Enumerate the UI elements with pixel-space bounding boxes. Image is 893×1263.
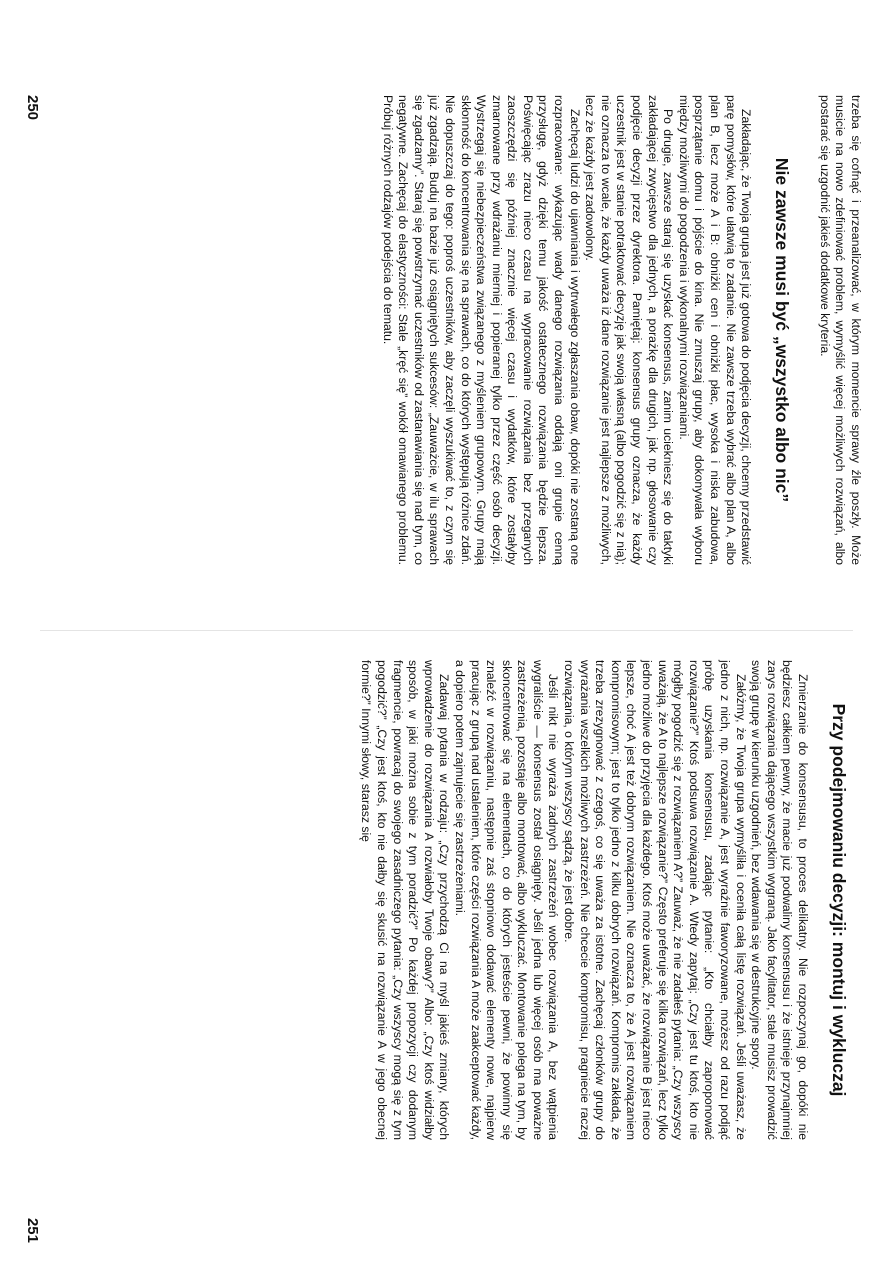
left-page-heading: Nie zawsze musi być „wszystko albo nic” [772,157,793,503]
right-paragraph: Zadawaj pytania w rodzaju: „Czy przychodzą Ci na myśl jakieś zmiany, których wprowadzenie do rozwiązania A rozwiałoby Twoje obawy?” Albo: „Czy ktoś widziałby sposób, w jaki można sobie z tym poradzić?” Po każdej propozycji czy dodanym fragmencie, powracaj do swojego zasadniczego pytania: „Czy wszyscy mogą się z tym pogodzić?” „Czy jest ktoś, kto nie dałby się skusić na rozwiązanie A w jego obecnej formie?” Innymi słowy, starasz się [359,660,452,1140]
page-gutter [40,630,853,631]
right-page-heading: Przy podejmowaniu decyzji: montuj i wykluczaj [829,703,849,1097]
left-intro-paragraph: trzeba się cofnąć i przeanalizować, w którym momencie sprawy źle poszły. Może musicie na nowo zdefiniować problem, wymyślić więcej możliwych rozwiązań, albo postarać się uzgodnić jakieś dodatkowe kryteria. [817,95,863,565]
left-paragraph: Po drugie, zawsze staraj się uzyskać konsensus, zanim uciekniesz się do taktyki zakładającej zwycięstwo dla jednych, a porażkę dla drugich, jak np. głosowanie czy podjęcie decyzji przez dyrektora. Pamiętaj: konsensus grupy oznacza, że każdy uczestnik jest w stanie potraktować decyzję jak swoją własną (albo pogodzić się z nią); nie oznacza to wcale, że każdy uważa iż dane rozwiązanie jest najlepsze z możliwych, lecz że każdy jest zadowolony. [583,95,676,565]
right-paragraph: Jeśli nikt nie wyraża żadnych zastrzeżeń wobec rozwiązania A, bez wątpienia wygraliście — konsensus został osiągnięty. Jeśli jedna lub więcej osób ma poważne zastrzeżenia, pozostaje albo montować, albo wykluczać. Montowanie polega na tym, by skoncentrować się na elementach, co do których jesteście pewni, że powinny się znaleźć w rozwiązaniu, następnie zaś stopniowo dodawać elementy nowe, najpierw pracując z grupą nad ustaleniem, które części rozwiązania A może zaakceptować każdy, a dopiero potem zajmujecie się zastrzeżeniami. [452,660,561,1140]
right-paragraph: Zmierzanie do konsensusu, to proces delikatny. Nie rozpoczynaj go, dopóki nie będziesz całkiem pewny, że macie już podwaliny konsensusu i że istnieje przynajmniej zarys rozwiązania dającego wszystkim wygraną. Jako facylitator, stale musisz prowadzić swoją grupę w kierunku uzgodnień, bez wdawania się w destrukcyjne spory. [749,660,810,1140]
right-page-text-column [358,660,863,1140]
left-page [0,0,893,620]
left-page-number: 250 [24,95,41,121]
right-page [0,640,893,1263]
left-paragraph: Zakładając, że Twoja grupa jest już gotowa do podjęcia decyzji, chcemy przedstawić parę pomysłów, które ułatwią to zadanie. Nie zawsze trzeba wybrać albo plan A, albo plan B, lecz może A i B: obniżki cen i obniżki płac, wysoka i niska zabudowa, posprzątanie domu i pójście do kina. Nie zmuszaj grupy, aby dokonywała wyboru między możliwymi do pogodzenia i wykonalnymi rozwiązaniami. [676,95,754,565]
right-paragraph: Załóżmy, że Twoja grupa wymyśliła i oceniła całą listę rozwiązań. Jeśli uważasz, że jedno z nich, np. rozwiązanie A, jest wyraźnie faworyzowane, możesz od razu podjąć próbę uzyskania konsensusu, zadając pytanie: „Kto chciałby zaproponować rozwiązanie?” Ktoś podsuwa rozwiązanie A. Wtedy zapytaj: „Czy jest tu ktoś, kto nie mógłby pogodzić się z rozwiązaniem A?” Zauważ, że nie zadałeś pytania: „Czy wszyscy uważają, że A to najlepsze rozwiązanie?” Często preferuje się kilka rozwiązań, lecz tylko jedno możliwe do przyjęcia dla każdego. Ktoś może uważać, że rozwiązanie B jest nieco lepsze, choć A jest też dobrym rozwiązaniem. Nie oznacza to, że A jest rozwiązaniem kompromisowym; jest to tylko jedno z kilku dobrych rozwiązań. Kompromis zakłada, że trzeba zrezygnować z czegoś, co się uważa za istotne. Zachęcaj członków grupy do wyrażania wszelkich możliwych zastrzeżeń. Nie chcecie kompromisu, pragniecie raczej rozwiązania, o którym wszyscy sądzą, że jest dobre. [562,660,748,1140]
left-paragraph: Zachęcaj ludzi do ujawniania i wytrwałego zgłaszania obaw, dopóki nie zostaną one rozpracowane: wykazując wady danego rozwiązania oddają oni grupie cenną przysługę, gdyż dzięki temu jakość ostatecznego rozwiązania będzie lepsza. Poświęcając zrazu nieco czasu na wypracowanie rozwiązania bez przeganych zaoszczędzi się później znacznie więcej czasu i wydatków, które zostałyby zmarnowane przy wdrażaniu mierniej i popieranej tylko przez część osób decyzji. Wystrzegaj się niebezpieczeństwa związanego z myśleniem grupowym. Grupy mają skłonność do koncentrowania się na sprawach, co do których występują różnice zdań. Nie dopuszczaj do tego: poproś uczestników, aby zaczęli wyszukiwać to, z czym się już zgadzają. Buduj na bazie już osiągniętych sukcesów: „Zauważcie, w ilu sprawach się zgadzamy”. Staraj się powstrzymać uczestników od zastanawiania się nad tym, co negatywne. Zachęcaj do elastyczności: Stale „kręć się” wokół omawianego problemu. Próbuj różnych rodzajów podejścia do tematu. [380,95,582,565]
left-page-text-column [379,95,863,565]
right-page-number: 251 [24,1217,41,1243]
